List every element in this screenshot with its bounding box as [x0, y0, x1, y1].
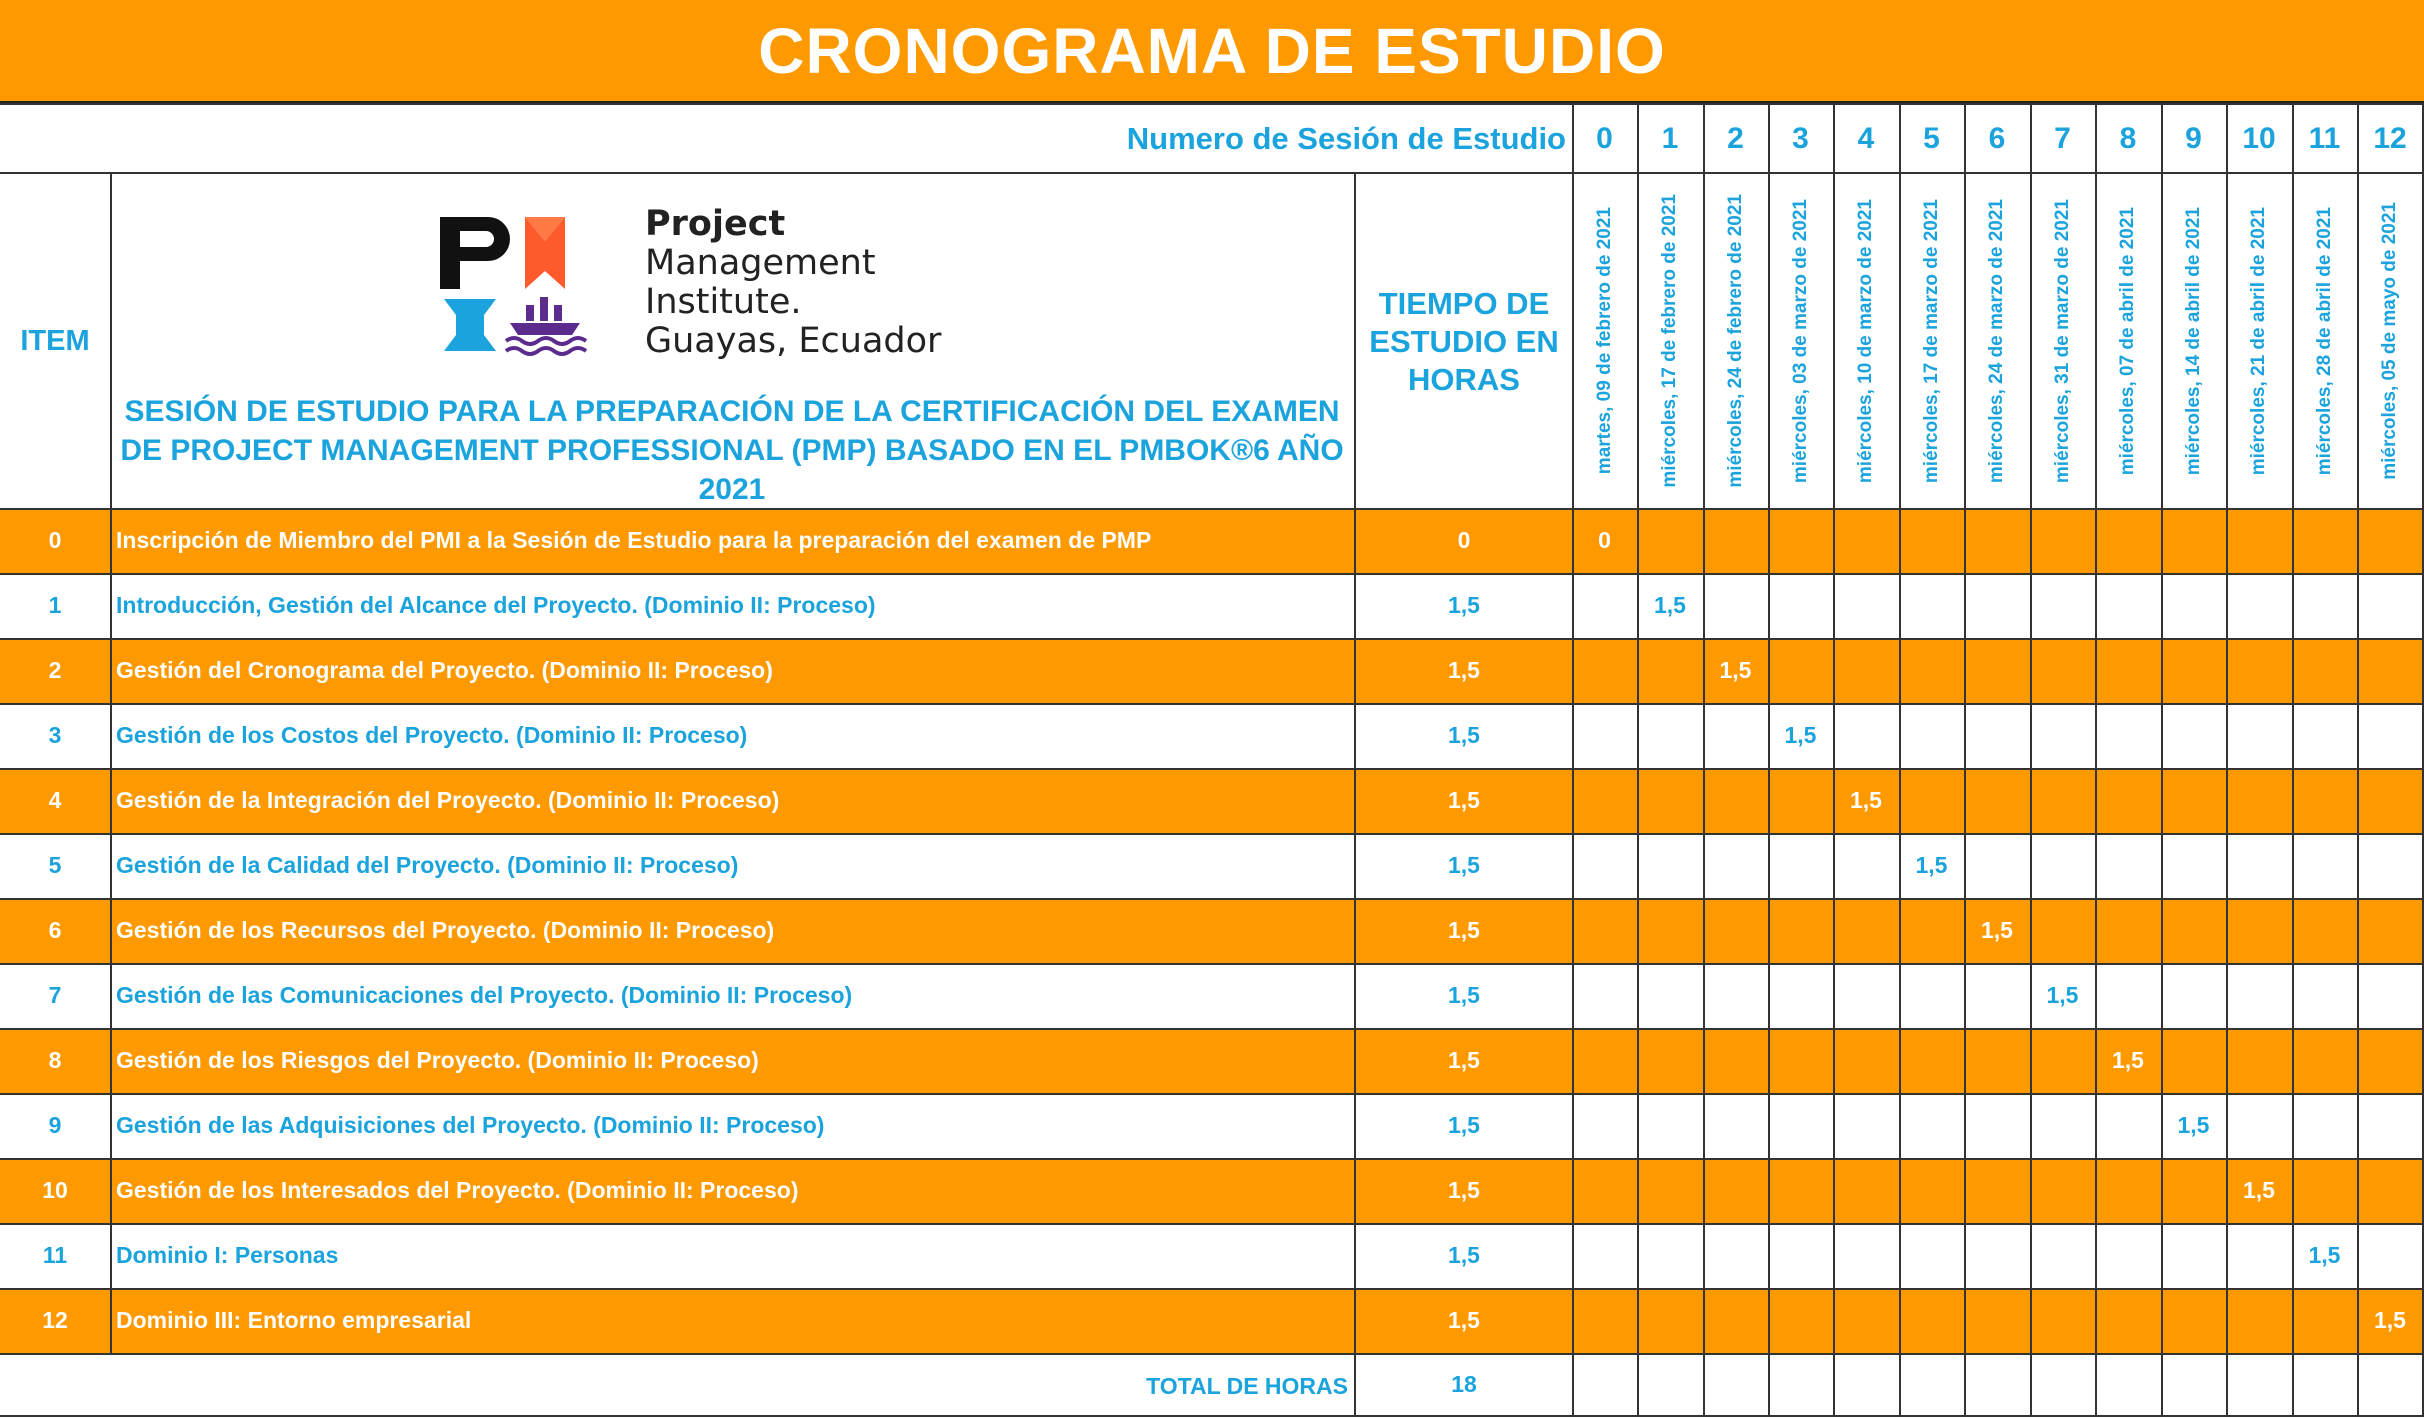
session-date	[2030, 174, 2095, 508]
row-session-hours: 1,5	[1654, 592, 1686, 618]
row-item-number: 10	[0, 1158, 110, 1223]
session-date-text: miércoles, 24 de marzo de 2021	[1986, 198, 2007, 484]
session-date	[1899, 174, 1964, 508]
row-hours: 1,5	[1448, 982, 1480, 1008]
row-description: Gestión de las Comunicaciones del Proyecto. (Dominio II: Proceso)	[116, 982, 853, 1008]
row-item-number: 5	[48, 852, 62, 878]
row-item-number: 7	[48, 982, 62, 1008]
session-date-text: miércoles, 17 de marzo de 2021	[1920, 198, 1942, 484]
session-number: 7	[2054, 121, 2071, 155]
row-description: Inscripción de Miembro del PMI a la Sesión de Estudio para la preparación del examen de PMP	[112, 508, 1352, 573]
session-date	[2095, 174, 2161, 508]
session-number: 2	[1727, 121, 1744, 155]
row-session-hours: 1,5	[2095, 1028, 2161, 1093]
row-item-number: 1	[48, 592, 62, 618]
row-description: Gestión de la Calidad del Proyecto. (Dominio II: Proceso)	[116, 852, 739, 878]
row-description: Gestión de los Interesados del Proyecto. (Dominio II: Proceso)	[112, 1158, 1352, 1223]
row-session-hours: 1,5	[2046, 982, 2079, 1008]
session-number: 12	[2373, 121, 2407, 155]
session-number: 11	[2308, 121, 2341, 155]
row-hours: 1,5	[1356, 638, 1572, 703]
row-hours: 1,5	[1356, 768, 1572, 833]
row-item-number: 11	[42, 1242, 68, 1268]
row-session-hours: 1,5	[1915, 852, 1948, 878]
row-item-number: 6	[0, 898, 110, 963]
session-date	[2161, 174, 2226, 508]
row-description: Gestión de los Costos del Proyecto. (Dominio II: Proceso)	[116, 722, 748, 748]
row-hours: 1,5	[1448, 852, 1480, 878]
logo-line-chapter: Guayas, Ecuador	[645, 321, 942, 361]
row-session-hours: 1,5	[2226, 1158, 2292, 1223]
row-item-number: 9	[48, 1112, 62, 1138]
session-date-text: miércoles, 28 de abril de 2021	[2313, 206, 2335, 476]
session-number: 6	[1988, 121, 2006, 155]
row-description: Gestión de los Recursos del Proyecto. (Dominio II: Proceso)	[112, 898, 1352, 963]
session-date	[1703, 174, 1768, 508]
logo-line-institute: Institute.	[645, 282, 802, 322]
row-session-hours: 1,5	[2357, 1288, 2423, 1353]
row-hours: 1,5	[1356, 1028, 1572, 1093]
session-number: 1	[1661, 121, 1679, 155]
row-item-number: 12	[0, 1288, 110, 1353]
session-date-text: miércoles, 24 de febrero de 2021	[1724, 194, 1746, 488]
session-date	[2292, 174, 2357, 508]
session-number: 4	[1857, 121, 1875, 155]
total-hours: 18	[1451, 1370, 1477, 1397]
row-hours: 1,5	[1448, 592, 1480, 618]
total-label: TOTAL DE HORAS	[1146, 1372, 1348, 1399]
session-date-text: miércoles, 07 de abril de 2021	[2117, 206, 2138, 476]
page-title: CRONOGRAMA DE ESTUDIO	[0, 0, 2424, 103]
row-hours: 1,5	[1448, 722, 1480, 748]
row-description: Dominio I: Personas	[116, 1242, 339, 1268]
item-header: ITEM	[20, 324, 90, 357]
session-number: 5	[1923, 121, 1940, 155]
row-session-hours: 0	[1572, 508, 1637, 573]
session-date-text: miércoles, 05 de mayo de 2021	[2379, 202, 2400, 480]
session-number: 0	[1596, 121, 1613, 155]
row-item-number: 0	[0, 508, 110, 573]
session-date-text: martes, 09 de febrero de 2021	[1593, 207, 1615, 475]
row-description: Gestión de la Integración del Proyecto. (Dominio II: Proceso)	[112, 768, 1352, 833]
row-description: Gestión de los Riesgos del Proyecto. (Dominio II: Proceso)	[112, 1028, 1352, 1093]
session-date	[2357, 174, 2423, 508]
row-item-number: 4	[0, 768, 110, 833]
row-item-number: 8	[0, 1028, 110, 1093]
row-hours: 1,5	[1356, 1288, 1572, 1353]
session-date-text: miércoles, 17 de febrero de 2021	[1659, 194, 1680, 488]
row-session-hours: 1,5	[1703, 638, 1768, 703]
row-session-hours: 1,5	[2177, 1112, 2210, 1138]
session-number-label: Numero de Sesión de Estudio	[1126, 120, 1566, 156]
session-number: 8	[2119, 121, 2137, 155]
row-hours: 1,5	[1356, 898, 1572, 963]
session-date	[1637, 174, 1703, 508]
session-number: 10	[2242, 121, 2276, 155]
session-date	[2226, 174, 2292, 508]
row-description: Gestión de las Adquisiciones del Proyecto. (Dominio II: Proceso)	[116, 1112, 825, 1138]
row-item-number: 2	[0, 638, 110, 703]
row-description: Introducción, Gestión del Alcance del Proyecto. (Dominio II: Proceso)	[116, 592, 876, 618]
session-date	[1768, 174, 1833, 508]
session-date-text: miércoles, 10 de marzo de 2021	[1855, 198, 1876, 484]
pmi-logo-text	[645, 205, 941, 361]
row-session-hours: 1,5	[1784, 722, 1817, 748]
row-hours: 1,5	[1448, 1242, 1480, 1268]
session-number: 9	[2185, 121, 2202, 155]
row-session-hours: 1,5	[1964, 898, 2030, 963]
session-date	[1833, 174, 1899, 508]
tiempo-header: TIEMPO DE ESTUDIO EN HORAS	[1369, 286, 1559, 397]
session-date	[1572, 174, 1637, 508]
row-hours: 0	[1356, 508, 1572, 573]
row-description: Gestión del Cronograma del Proyecto. (Dominio II: Proceso)	[112, 638, 1352, 703]
session-date-text: miércoles, 03 de marzo de 2021	[1789, 198, 1811, 484]
session-date	[1964, 174, 2030, 508]
session-date-text: miércoles, 21 de abril de 2021	[2248, 206, 2269, 476]
logo-line-project: Project	[645, 204, 786, 244]
row-session-hours: 1,5	[1833, 768, 1899, 833]
logo-line-management: Management	[645, 243, 876, 283]
row-session-hours: 1,5	[2308, 1242, 2341, 1268]
row-hours: 1,5	[1356, 1158, 1572, 1223]
session-date-text: miércoles, 14 de abril de 2021	[2182, 206, 2204, 476]
session-date-text: miércoles, 31 de marzo de 2021	[2051, 198, 2073, 484]
row-hours: 1,5	[1448, 1112, 1480, 1138]
row-item-number: 3	[48, 722, 62, 748]
session-number: 3	[1792, 121, 1809, 155]
subtitle: SESIÓN DE ESTUDIO PARA LA PREPARACIÓN DE LA CERTIFICACIÓN DEL EXAMEN DE PROJECT MANAGEMENT PROFESSIONAL (PMP) BASADO EN EL PMBOK®6 AÑO 2021	[120, 395, 1344, 506]
row-description: Dominio III: Entorno empresarial	[112, 1288, 1352, 1353]
